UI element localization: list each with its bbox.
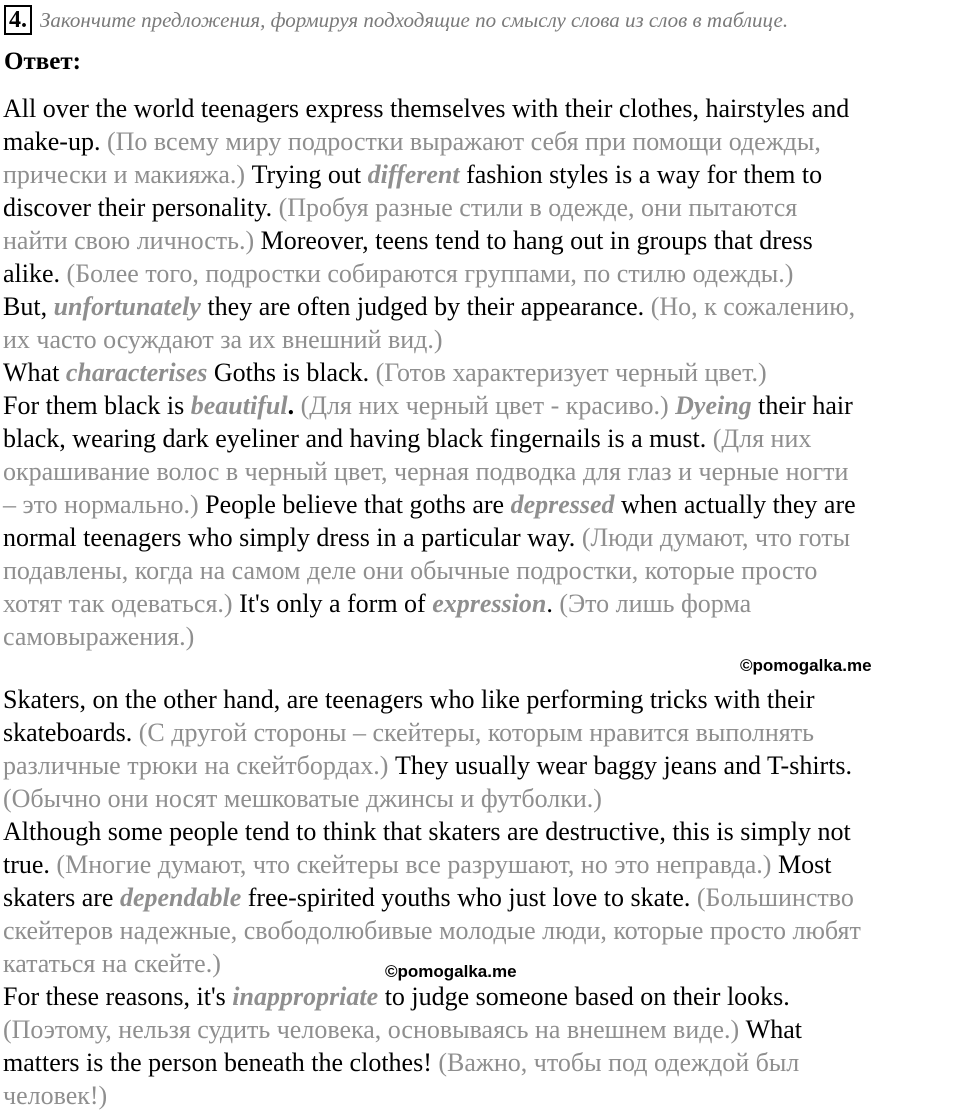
text-line [3, 587, 957, 620]
russian-translation: (С другой стороны – скейтеры, которым нравится выполнять [132, 718, 814, 747]
text-line [3, 125, 957, 158]
russian-translation: найти свою личность.) [3, 226, 255, 255]
task-number: 4. [4, 5, 32, 35]
text-line [3, 356, 957, 389]
answer-word: unfortunately [53, 292, 201, 321]
english-text: alike. [3, 259, 61, 288]
russian-translation: подавлены, когда на самом деле они обычные подростки, которые просто [3, 556, 818, 585]
text-line [3, 257, 957, 290]
english-text: Skaters, on the other hand, are teenagers who like performing tricks with their [3, 685, 815, 714]
text-line [3, 881, 957, 914]
text-line [3, 422, 957, 455]
russian-translation: (Поэтому, нельзя судить человека, основываясь на внешнем виде.) [3, 1015, 740, 1044]
text-line [3, 1013, 957, 1046]
english-text: matters is the person beneath the clothes! [3, 1048, 432, 1077]
russian-translation: (Обычно они носят мешковатые джинсы и футболки.) [3, 784, 602, 813]
russian-translation: (Но, к сожалению, [644, 292, 856, 321]
russian-translation: (Многие думают, что скейтеры все разрушают, но это неправда.) [49, 850, 772, 879]
russian-translation: (Пробуя разные стили в одежде, они пытаются [272, 193, 798, 222]
text-line [3, 158, 957, 191]
answer-word: characterises [65, 358, 208, 387]
answer-label: Ответ: [4, 48, 81, 75]
english-text: What [3, 358, 66, 387]
answer-word: expression [432, 589, 547, 618]
russian-translation: скейтеров надежные, свободолюбивые молодые люди, которые просто любят [3, 916, 861, 945]
english-text: free-spirited youths who just love to skate. [241, 883, 691, 912]
russian-translation: различные трюки на скейтбордах.) [3, 751, 389, 780]
english-text: Trying out [245, 160, 368, 189]
english-text: What [739, 1015, 802, 1044]
text-line [3, 92, 957, 125]
russian-translation: (Важно, чтобы под одеждой был [431, 1048, 800, 1077]
english-text: Most [771, 850, 832, 879]
text-line [3, 1079, 957, 1112]
russian-translation: человек!) [3, 1081, 108, 1110]
russian-translation: их часто осуждают за их внешний вид.) [3, 325, 443, 354]
english-text: For them black is [3, 391, 191, 420]
text-line [3, 947, 957, 980]
english-text: Goths is black. [207, 358, 370, 387]
text-line [3, 554, 957, 587]
text-line [3, 1046, 957, 1079]
text-line [3, 782, 957, 815]
russian-translation: окрашивание волос в черный цвет, черная подводка для глаз и черные ногти [3, 457, 849, 486]
english-text: normal teenagers who simply dress in a particular way. [3, 523, 576, 552]
english-text: For these reasons, it's [3, 982, 233, 1011]
russian-translation: (Для них черный цвет - красиво.) [294, 391, 676, 420]
answer-word: beautiful [190, 391, 288, 420]
english-text: black, wearing dark eyeliner and having black fingernails is a must. [3, 424, 707, 453]
english-text: Moreover, teens tend to hang out in groups that dress [254, 226, 813, 255]
english-text: discover their personality. [3, 193, 273, 222]
watermark: ©pomogalka.me [385, 962, 517, 981]
english-text: But, [3, 292, 54, 321]
english-text: make-up. [3, 127, 101, 156]
answer-word: inappropriate [232, 982, 379, 1011]
text-line [3, 224, 957, 257]
text-line [3, 749, 957, 782]
text-line [3, 914, 957, 947]
text-line [3, 716, 957, 749]
text-line [3, 848, 957, 881]
english-text: All over the world teenagers express themselves with their clothes, hairstyles and [3, 94, 850, 123]
russian-translation: самовыражения.) [3, 622, 195, 651]
answer-word: different [367, 160, 460, 189]
russian-translation: хотят так одеваться.) [3, 589, 233, 618]
english-text: they are often judged by their appearance. [200, 292, 645, 321]
english-text: They usually wear baggy jeans and T-shirts. [388, 751, 853, 780]
russian-translation: (Люди думают, что готы [575, 523, 851, 552]
russian-translation: (Более того, подростки собираются группами, по стилю одежды.) [60, 259, 794, 288]
answer-word: Dyeing [675, 391, 752, 420]
english-text: . [287, 391, 295, 420]
text-line [3, 389, 957, 422]
russian-translation: (Для них [706, 424, 812, 453]
task-instruction: Закончите предложения, формируя подходящие по смыслу слова из слов в таблице. [40, 7, 789, 32]
text-line [3, 815, 957, 848]
russian-translation: прически и макияжа.) [3, 160, 246, 189]
russian-translation: (Готов характеризует черный цвет.) [369, 358, 767, 387]
english-text: It's only a form of [232, 589, 433, 618]
task-header [4, 4, 788, 36]
russian-translation: (Это лишь форма [552, 589, 752, 618]
russian-translation: кататься на скейте.) [3, 949, 221, 978]
answer-word: depressed [510, 490, 615, 519]
english-text: . [546, 589, 553, 618]
english-text: skateboards. [3, 718, 133, 747]
text-line [3, 191, 957, 224]
english-text: true. [3, 850, 50, 879]
english-text: People believe that goths are [198, 490, 511, 519]
watermark: ©pomogalka.me [740, 656, 872, 675]
english-text: skaters are [3, 883, 120, 912]
text-line [3, 455, 957, 488]
answer-text [3, 92, 957, 1112]
text-line [3, 323, 957, 356]
russian-translation: – это нормально.) [3, 490, 199, 519]
russian-translation: (По всему миру подростки выражают себя при помощи одежды, [100, 127, 821, 156]
text-line [3, 521, 957, 554]
english-text: Although some people tend to think that skaters are destructive, this is simply not [3, 817, 851, 846]
russian-translation: (Большинство [690, 883, 854, 912]
english-text: to judge someone based on their looks. [378, 982, 790, 1011]
english-text: their hair [751, 391, 853, 420]
watermark-row [3, 653, 957, 683]
text-line [3, 290, 957, 323]
english-text: fashion styles is a way for them to [459, 160, 823, 189]
text-line [3, 683, 957, 716]
answer-word: dependable [119, 883, 242, 912]
text-line [3, 488, 957, 521]
english-text: when actually they are [614, 490, 856, 519]
